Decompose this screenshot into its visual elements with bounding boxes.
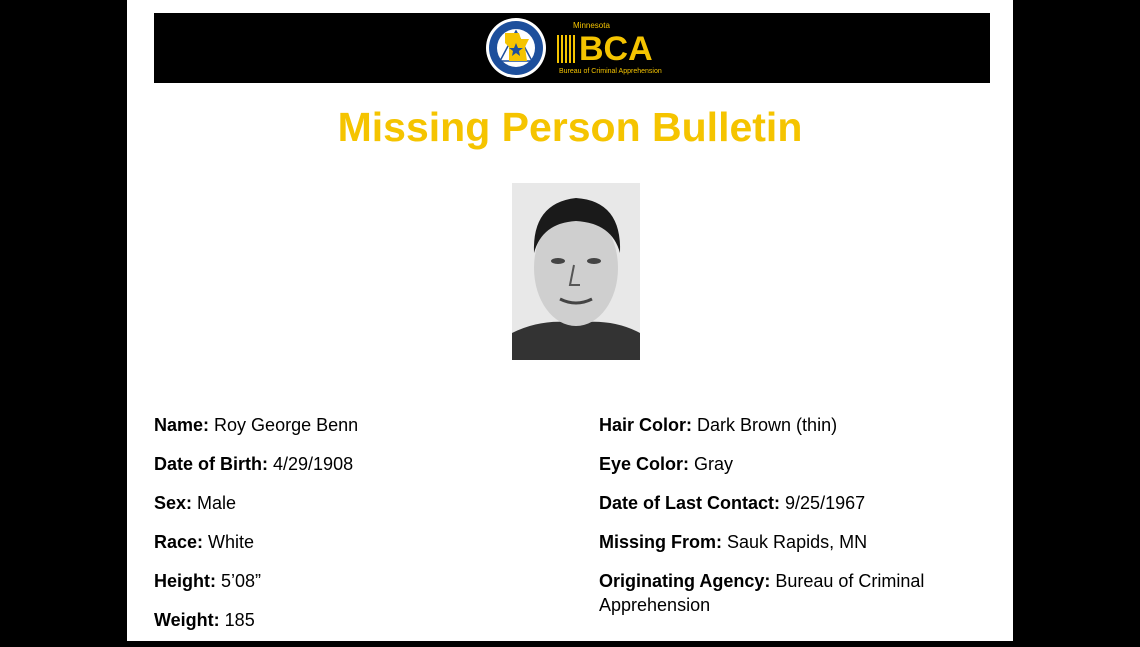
bca-logo-bars [557, 35, 577, 63]
field-date-of-birth: Date of Birth: 4/29/1908 [154, 454, 354, 474]
header-banner [154, 13, 990, 83]
field-weight: Weight: 185 [154, 610, 255, 630]
field-date-of-last-contact: Date of Last Contact: 9/25/1967 [599, 493, 866, 513]
person-details-left [154, 413, 358, 647]
field-sex: Sex: Male [154, 493, 237, 513]
field-eye-color: Eye Color: Gray [599, 454, 734, 474]
bca-logo-full-name: Bureau of Criminal Apprehension [559, 68, 662, 75]
field-hair-color: Hair Color: Dark Brown (thin) [599, 415, 838, 435]
field-missing-from: Missing From: Sauk Rapids, MN [599, 532, 868, 552]
field-race: Race: White [154, 532, 255, 552]
field-height: Height: 5’08” [154, 571, 262, 591]
bulletin-page [127, 0, 1013, 641]
field-originating-agency: Originating Agency: Bureau of Criminal Apprehension [599, 571, 925, 615]
department-seal-logo [485, 17, 547, 79]
bca-logo-acronym: BCA [579, 30, 653, 68]
missing-person-photo [512, 183, 640, 360]
page-title: Missing Person Bulletin [337, 104, 803, 150]
bca-logo [557, 21, 677, 75]
person-details-right [599, 413, 959, 615]
field-name: Name: Roy George Benn [154, 415, 359, 435]
bca-logo-state: Minnesota [573, 21, 610, 30]
